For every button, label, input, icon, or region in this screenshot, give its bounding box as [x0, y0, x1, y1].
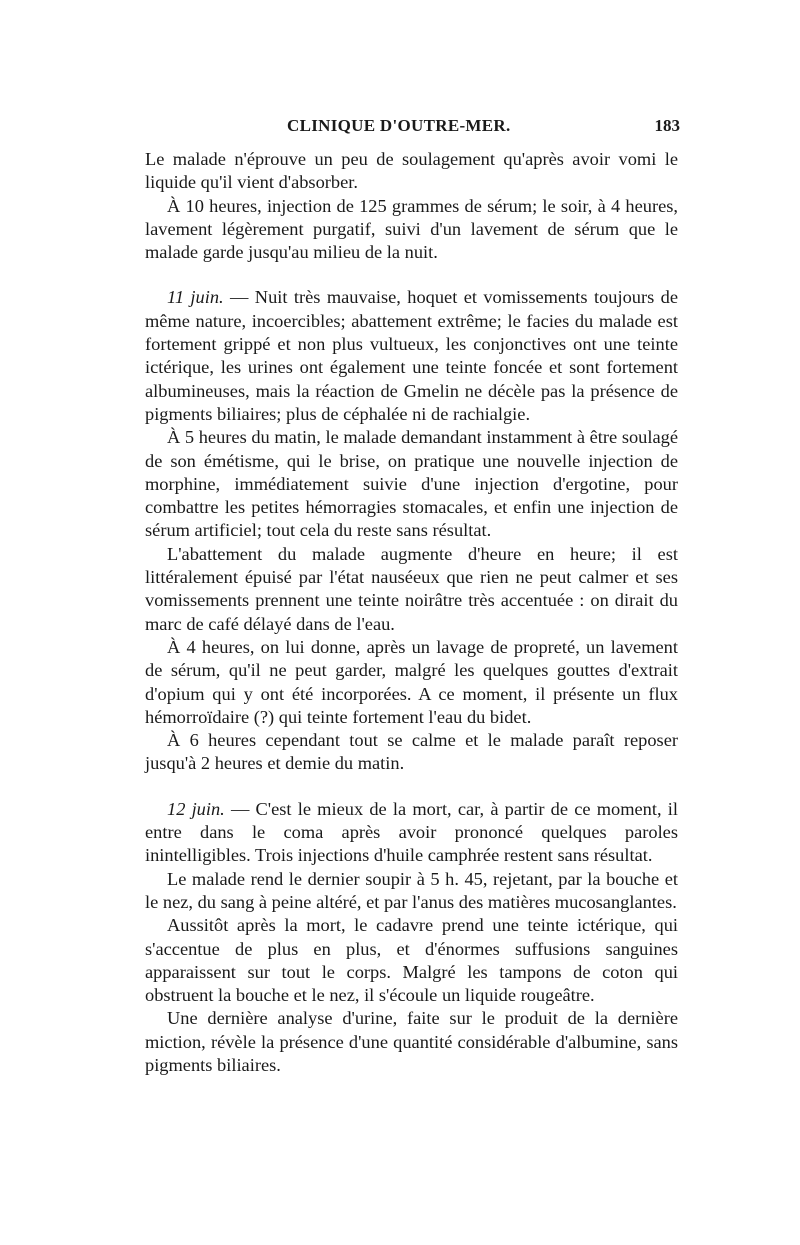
paragraph	[145, 729, 678, 776]
paragraph-text: L'abattement du malade augmente d'heure en heure; il est littéralement épuisé par l'état nauséeux que rien ne peut calmer et ses vomissements prennent une teinte noirâtre très accentuée : on dirait du marc de café délayé dans de l'eau.	[145, 543, 678, 634]
paragraph-text: — Nuit très mauvaise, hoquet et vomissements toujours de même nature, incoercibles; abattement extrême; le facies du malade est fortement grippé et non plus vultueux, les conjonctives ont une teinte ictérique, les urines ont également une teinte foncée et sont fortement albumineuses, mais la réaction de Gmelin ne décèle pas la présence de pigments biliaires; plus de céphalée ni de rachialgie.	[145, 287, 678, 424]
paragraph-text: Aussitôt après la mort, le cadavre prend une teinte ictérique, qui s'accentue de plus en plus, et d'énormes suffusions sanguines apparaissent sur tout le corps. Malgré les tampons de coton qui obstruent la bouche et le nez, il s'écoule un liquide rougeâtre.	[145, 915, 678, 1006]
page-number: 183	[654, 116, 680, 135]
entry-date: 11 juin.	[167, 287, 224, 308]
paragraph	[145, 148, 678, 195]
dated-entry	[145, 286, 678, 426]
paragraph-text: À 6 heures cependant tout se calme et le malade paraît reposer jusqu'à 2 heures et demie du matin.	[145, 730, 678, 774]
body-text	[145, 148, 678, 1077]
paragraph	[145, 195, 678, 265]
paragraph	[145, 868, 678, 915]
dated-entry	[145, 798, 678, 868]
paragraph-text: Le malade rend le dernier soupir à 5 h. 45, rejetant, par la bouche et le nez, du sang à peine altéré, et par l'anus des matières mucosanglantes.	[145, 868, 678, 912]
running-title: CLINIQUE D'OUTRE-MER.	[287, 116, 511, 135]
paragraph-text: À 5 heures du matin, le malade demandant instamment à être soulagé de son émétisme, qui le brise, on pratique une nouvelle injection de morphine, immédiatement suivie d'une injection d'ergotine, pour combattre les petites hémorragies stomacales, et enfin une injection de sérum artificiel; tout cela du reste sans résultat.	[145, 427, 678, 541]
paragraph	[145, 1007, 678, 1077]
paragraph	[145, 543, 678, 636]
paragraph-text: — C'est le mieux de la mort, car, à partir de ce moment, il entre dans le coma après avoir prononcé quelques paroles inintelligibles. Trois injections d'huile camphrée restent sans résultat.	[145, 798, 678, 866]
paragraph-text: Une dernière analyse d'urine, faite sur le produit de la dernière miction, révèle la présence d'une quantité considérable d'albumine, sans pigments biliaires.	[145, 1008, 678, 1075]
paragraph-text: À 4 heures, on lui donne, après un lavage de propreté, un lavement de sérum, qu'il ne peut garder, malgré les quelques gouttes d'extrait d'opium qui y ont été incorporées. A ce moment, il présente un flux hémorroïdaire (?) qui teinte fortement l'eau du bidet.	[145, 636, 678, 727]
page-header	[145, 116, 680, 142]
paragraph-text: Le malade n'éprouve un peu de soulagement qu'après avoir vomi le liquide qu'il vient d'absorber.	[145, 149, 678, 193]
entry-date: 12 juin.	[167, 798, 225, 819]
paragraph-text: À 10 heures, injection de 125 grammes de sérum; le soir, à 4 heures, lavement légèrement purgatif, suivi d'un lavement de sérum que le malade garde jusqu'au milieu de la nuit.	[145, 195, 678, 263]
paragraph	[145, 636, 678, 729]
paragraph	[145, 426, 678, 542]
paragraph	[145, 914, 678, 1007]
